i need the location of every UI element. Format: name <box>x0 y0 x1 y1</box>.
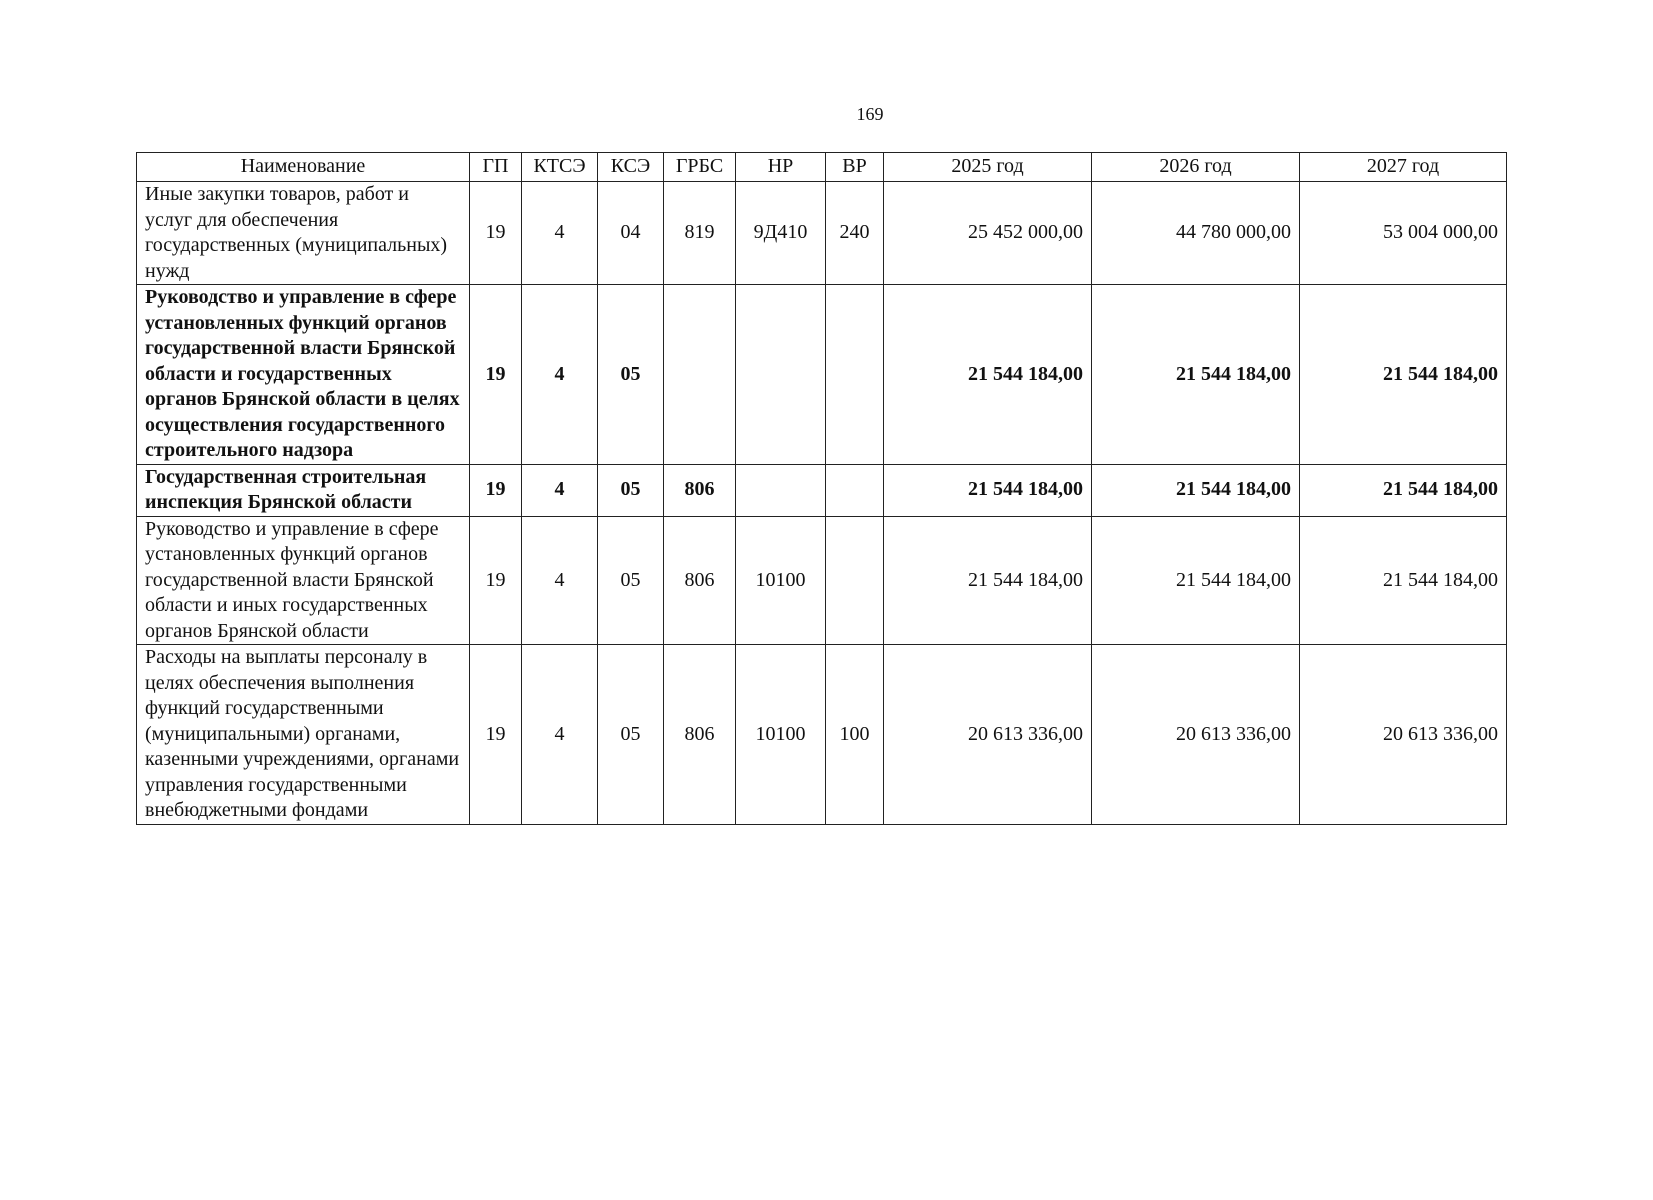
row-name: Руководство и управление в сфере установленных функций органов государственной власти Брянской области и государственных органов Брянской области в целях осуществления государственного строительного надзора <box>137 285 470 465</box>
row-2027: 21 544 184,00 <box>1300 285 1507 465</box>
table-row <box>137 464 1507 516</box>
row-name: Руководство и управление в сфере установленных функций органов государственной власти Брянской области и иных государственных органов Брянской области <box>137 516 470 645</box>
row-grbs: 806 <box>664 464 736 516</box>
row-2026: 21 544 184,00 <box>1092 516 1300 645</box>
row-gp: 19 <box>470 516 522 645</box>
row-gp: 19 <box>470 464 522 516</box>
row-kse: 05 <box>598 285 664 465</box>
row-name: Государственная строительная инспекция Брянской области <box>137 464 470 516</box>
row-ktse: 4 <box>522 182 598 285</box>
row-ktse: 4 <box>522 645 598 825</box>
table-row <box>137 285 1507 465</box>
row-ktse: 4 <box>522 516 598 645</box>
row-2025: 21 544 184,00 <box>884 516 1092 645</box>
budget-table <box>136 152 1507 825</box>
row-ktse: 4 <box>522 285 598 465</box>
row-grbs: 806 <box>664 645 736 825</box>
row-nr <box>736 285 826 465</box>
header-row <box>137 153 1507 182</box>
row-gp: 19 <box>470 645 522 825</box>
table-row <box>137 516 1507 645</box>
header-ktse: КТСЭ <box>522 153 598 182</box>
row-nr <box>736 464 826 516</box>
row-kse: 04 <box>598 182 664 285</box>
row-2025: 21 544 184,00 <box>884 285 1092 465</box>
row-2025: 25 452 000,00 <box>884 182 1092 285</box>
header-grbs: ГРБС <box>664 153 736 182</box>
row-2027: 20 613 336,00 <box>1300 645 1507 825</box>
row-2026: 21 544 184,00 <box>1092 285 1300 465</box>
header-nr: НР <box>736 153 826 182</box>
row-vr: 240 <box>826 182 884 285</box>
row-2027: 53 004 000,00 <box>1300 182 1507 285</box>
row-vr: 100 <box>826 645 884 825</box>
row-2025: 21 544 184,00 <box>884 464 1092 516</box>
row-grbs: 819 <box>664 182 736 285</box>
row-2026: 21 544 184,00 <box>1092 464 1300 516</box>
row-ktse: 4 <box>522 464 598 516</box>
row-grbs: 806 <box>664 516 736 645</box>
header-kse: КСЭ <box>598 153 664 182</box>
table-row <box>137 645 1507 825</box>
row-2026: 44 780 000,00 <box>1092 182 1300 285</box>
table-row <box>137 182 1507 285</box>
row-vr <box>826 285 884 465</box>
header-name: Наименование <box>137 153 470 182</box>
header-vr: ВР <box>826 153 884 182</box>
row-name: Расходы на выплаты персоналу в целях обеспечения выполнения функций государственными (муниципальными) органами, казенными учреждениями, органами управления государственными внебюджетными фондами <box>137 645 470 825</box>
row-vr <box>826 464 884 516</box>
header-gp: ГП <box>470 153 522 182</box>
row-kse: 05 <box>598 516 664 645</box>
row-grbs <box>664 285 736 465</box>
row-2025: 20 613 336,00 <box>884 645 1092 825</box>
header-2027: 2027 год <box>1300 153 1507 182</box>
row-2027: 21 544 184,00 <box>1300 464 1507 516</box>
row-gp: 19 <box>470 285 522 465</box>
header-2026: 2026 год <box>1092 153 1300 182</box>
row-nr: 9Д410 <box>736 182 826 285</box>
row-nr: 10100 <box>736 645 826 825</box>
row-gp: 19 <box>470 182 522 285</box>
row-2026: 20 613 336,00 <box>1092 645 1300 825</box>
row-kse: 05 <box>598 464 664 516</box>
row-nr: 10100 <box>736 516 826 645</box>
header-2025: 2025 год <box>884 153 1092 182</box>
page-number: 169 <box>856 104 884 124</box>
row-2027: 21 544 184,00 <box>1300 516 1507 645</box>
row-name: Иные закупки товаров, работ и услуг для обеспечения государственных (муниципальных) нужд <box>137 182 470 285</box>
row-kse: 05 <box>598 645 664 825</box>
row-vr <box>826 516 884 645</box>
